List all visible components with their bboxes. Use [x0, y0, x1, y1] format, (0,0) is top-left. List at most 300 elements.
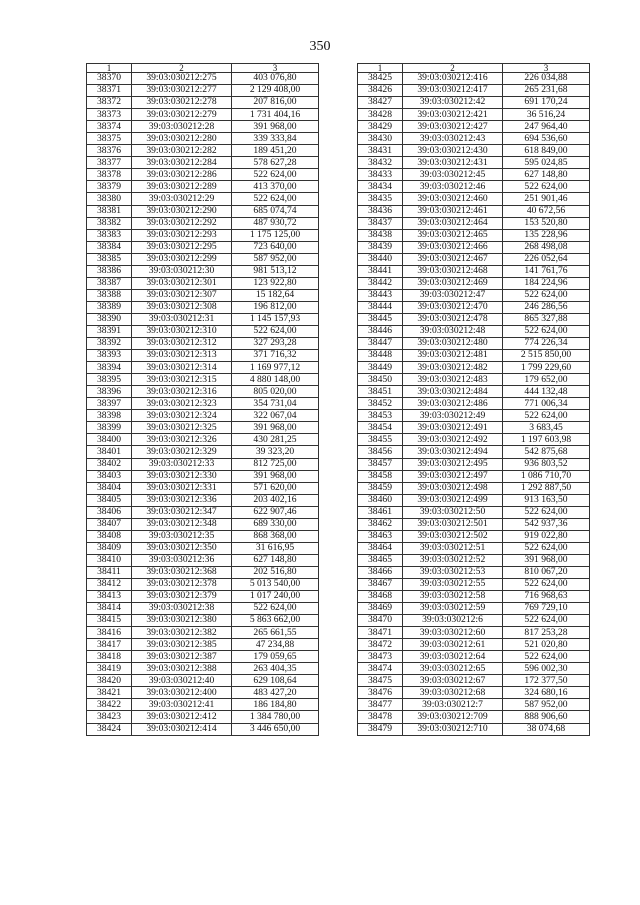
value-cell: 587 952,00 [503, 699, 590, 711]
table-row [87, 253, 319, 265]
cadastral-number-cell: 39:03:030212:412 [132, 711, 232, 723]
value-cell: 196 812,00 [232, 301, 319, 313]
row-number-cell: 38372 [87, 97, 132, 109]
header-row [358, 64, 590, 73]
value-cell: 36 516,24 [503, 109, 590, 121]
table-row [358, 482, 590, 494]
table-row [358, 578, 590, 590]
cadastral-number-cell: 39:03:030212:58 [403, 591, 503, 603]
value-cell: 391 968,00 [232, 422, 319, 434]
cadastral-number-cell: 39:03:030212:492 [403, 434, 503, 446]
table-row [358, 85, 590, 97]
cadastral-number-cell: 39:03:030212:64 [403, 651, 503, 663]
row-number-cell: 38385 [87, 253, 132, 265]
row-number-cell: 38382 [87, 217, 132, 229]
value-cell: 810 067,20 [503, 566, 590, 578]
table-row [87, 675, 319, 687]
value-cell: 522 624,00 [503, 325, 590, 337]
value-cell: 805 020,00 [232, 386, 319, 398]
cadastral-number-cell: 39:03:030212:47 [403, 289, 503, 301]
row-number-cell: 38383 [87, 229, 132, 241]
cadastral-number-cell: 39:03:030212:427 [403, 121, 503, 133]
table-row [87, 723, 319, 735]
value-cell: 769 729,10 [503, 603, 590, 615]
table-row [87, 434, 319, 446]
cadastral-number-cell: 39:03:030212:51 [403, 542, 503, 554]
cadastral-number-cell: 39:03:030212:350 [132, 542, 232, 554]
row-number-cell: 38462 [358, 518, 403, 530]
table-row [87, 398, 319, 410]
row-number-cell: 38381 [87, 205, 132, 217]
value-cell: 522 624,00 [503, 289, 590, 301]
value-cell: 1 169 977,12 [232, 362, 319, 374]
cadastral-number-cell: 39:03:030212:461 [403, 205, 503, 217]
row-number-cell: 38456 [358, 446, 403, 458]
table-row [358, 157, 590, 169]
cadastral-number-cell: 39:03:030212:279 [132, 109, 232, 121]
value-cell: 595 024,85 [503, 157, 590, 169]
cadastral-number-cell: 39:03:030212:421 [403, 109, 503, 121]
row-number-cell: 38373 [87, 109, 132, 121]
value-cell: 1 731 404,16 [232, 109, 319, 121]
row-number-cell: 38391 [87, 325, 132, 337]
value-cell: 522 624,00 [503, 615, 590, 627]
value-cell: 522 624,00 [232, 325, 319, 337]
row-number-cell: 38435 [358, 193, 403, 205]
row-number-cell: 38407 [87, 518, 132, 530]
value-cell: 247 964,40 [503, 121, 590, 133]
cadastral-number-cell: 39:03:030212:312 [132, 338, 232, 350]
value-cell: 179 652,00 [503, 374, 590, 386]
cadastral-number-cell: 39:03:030212:43 [403, 133, 503, 145]
cadastral-number-cell: 39:03:030212:308 [132, 301, 232, 313]
column-header: 3 [232, 64, 319, 73]
cadastral-number-cell: 39:03:030212:284 [132, 157, 232, 169]
right-table [357, 63, 590, 736]
value-cell: 327 293,28 [232, 338, 319, 350]
table-row [87, 169, 319, 181]
value-cell: 268 498,08 [503, 241, 590, 253]
cadastral-number-cell: 39:03:030212:378 [132, 578, 232, 590]
table-row [87, 277, 319, 289]
table-row [87, 422, 319, 434]
row-number-cell: 38445 [358, 313, 403, 325]
table-row [87, 229, 319, 241]
cadastral-number-cell: 39:03:030212:38 [132, 603, 232, 615]
table-row [358, 277, 590, 289]
value-cell: 622 907,46 [232, 506, 319, 518]
table-row [358, 121, 590, 133]
cadastral-number-cell: 39:03:030212:29 [132, 193, 232, 205]
value-cell: 430 281,25 [232, 434, 319, 446]
cadastral-number-cell: 39:03:030212:33 [132, 458, 232, 470]
row-number-cell: 38378 [87, 169, 132, 181]
row-number-cell: 38475 [358, 675, 403, 687]
cadastral-number-cell: 39:03:030212:336 [132, 494, 232, 506]
value-cell: 1 175 125,00 [232, 229, 319, 241]
row-number-cell: 38470 [358, 615, 403, 627]
table-row [358, 398, 590, 410]
row-number-cell: 38447 [358, 338, 403, 350]
table-row [87, 554, 319, 566]
row-number-cell: 38479 [358, 723, 403, 735]
table-row [358, 313, 590, 325]
row-number-cell: 38476 [358, 687, 403, 699]
cadastral-number-cell: 39:03:030212:709 [403, 711, 503, 723]
row-number-cell: 38433 [358, 169, 403, 181]
value-cell: 371 716,32 [232, 350, 319, 362]
cadastral-number-cell: 39:03:030212:499 [403, 494, 503, 506]
value-cell: 31 616,95 [232, 542, 319, 554]
table-row [87, 566, 319, 578]
row-number-cell: 38370 [87, 73, 132, 85]
row-number-cell: 38376 [87, 145, 132, 157]
row-number-cell: 38379 [87, 181, 132, 193]
row-number-cell: 38478 [358, 711, 403, 723]
value-cell: 2 129 408,00 [232, 85, 319, 97]
row-number-cell: 38406 [87, 506, 132, 518]
cadastral-number-cell: 39:03:030212:315 [132, 374, 232, 386]
value-cell: 571 620,00 [232, 482, 319, 494]
table-row [358, 325, 590, 337]
value-cell: 812 725,00 [232, 458, 319, 470]
cadastral-number-cell: 39:03:030212:465 [403, 229, 503, 241]
row-number-cell: 38459 [358, 482, 403, 494]
value-cell: 5 863 662,00 [232, 615, 319, 627]
row-number-cell: 38466 [358, 566, 403, 578]
cadastral-number-cell: 39:03:030212:313 [132, 350, 232, 362]
value-cell: 1 017 240,00 [232, 591, 319, 603]
table-row [87, 73, 319, 85]
table-row [87, 205, 319, 217]
table-row [358, 530, 590, 542]
row-number-cell: 38426 [358, 85, 403, 97]
row-number-cell: 38448 [358, 350, 403, 362]
value-cell: 391 968,00 [232, 121, 319, 133]
row-number-cell: 38472 [358, 639, 403, 651]
cadastral-number-cell: 39:03:030212:278 [132, 97, 232, 109]
value-cell: 723 640,00 [232, 241, 319, 253]
cadastral-number-cell: 39:03:030212:480 [403, 338, 503, 350]
row-number-cell: 38455 [358, 434, 403, 446]
column-header: 2 [132, 64, 232, 73]
value-cell: 135 228,96 [503, 229, 590, 241]
value-cell: 522 624,00 [503, 506, 590, 518]
value-cell: 487 930,72 [232, 217, 319, 229]
row-number-cell: 38384 [87, 241, 132, 253]
value-cell: 251 901,46 [503, 193, 590, 205]
table-row [87, 181, 319, 193]
table-row [358, 73, 590, 85]
value-cell: 522 624,00 [503, 542, 590, 554]
value-cell: 3 683,45 [503, 422, 590, 434]
table-row [87, 145, 319, 157]
row-number-cell: 38401 [87, 446, 132, 458]
row-number-cell: 38457 [358, 458, 403, 470]
row-number-cell: 38442 [358, 277, 403, 289]
value-cell: 522 624,00 [503, 181, 590, 193]
cadastral-number-cell: 39:03:030212:50 [403, 506, 503, 518]
table-row [87, 603, 319, 615]
table-row [358, 145, 590, 157]
value-cell: 618 849,00 [503, 145, 590, 157]
value-cell: 391 968,00 [503, 554, 590, 566]
table-row [87, 217, 319, 229]
cadastral-number-cell: 39:03:030212:468 [403, 265, 503, 277]
cadastral-number-cell: 39:03:030212:6 [403, 615, 503, 627]
row-number-cell: 38417 [87, 639, 132, 651]
row-number-cell: 38437 [358, 217, 403, 229]
cadastral-number-cell: 39:03:030212:60 [403, 627, 503, 639]
table-row [87, 386, 319, 398]
table-row [358, 241, 590, 253]
cadastral-number-cell: 39:03:030212:482 [403, 362, 503, 374]
table-row [87, 482, 319, 494]
value-cell: 3 446 650,00 [232, 723, 319, 735]
table-row [358, 603, 590, 615]
cadastral-number-cell: 39:03:030212:430 [403, 145, 503, 157]
cadastral-number-cell: 39:03:030212:290 [132, 205, 232, 217]
value-cell: 685 074,74 [232, 205, 319, 217]
row-number-cell: 38438 [358, 229, 403, 241]
cadastral-number-cell: 39:03:030212:484 [403, 386, 503, 398]
value-cell: 771 006,34 [503, 398, 590, 410]
row-number-cell: 38439 [358, 241, 403, 253]
row-number-cell: 38421 [87, 687, 132, 699]
table-row [87, 699, 319, 711]
cadastral-number-cell: 39:03:030212:292 [132, 217, 232, 229]
cadastral-number-cell: 39:03:030212:31 [132, 313, 232, 325]
table-row [87, 313, 319, 325]
cadastral-number-cell: 39:03:030212:470 [403, 301, 503, 313]
table-row [87, 265, 319, 277]
table-row [358, 253, 590, 265]
table-row [87, 615, 319, 627]
row-number-cell: 38420 [87, 675, 132, 687]
cadastral-number-cell: 39:03:030212:277 [132, 85, 232, 97]
table-row [87, 494, 319, 506]
table-row [358, 410, 590, 422]
value-cell: 339 333,84 [232, 133, 319, 145]
value-cell: 207 816,00 [232, 97, 319, 109]
table-row [87, 193, 319, 205]
table-row [358, 506, 590, 518]
value-cell: 444 132,48 [503, 386, 590, 398]
cadastral-number-cell: 39:03:030212:414 [132, 723, 232, 735]
row-number-cell: 38467 [358, 578, 403, 590]
value-cell: 153 520,80 [503, 217, 590, 229]
row-number-cell: 38374 [87, 121, 132, 133]
row-number-cell: 38473 [358, 651, 403, 663]
value-cell: 172 377,50 [503, 675, 590, 687]
row-number-cell: 38402 [87, 458, 132, 470]
table-row [358, 723, 590, 735]
row-number-cell: 38469 [358, 603, 403, 615]
value-cell: 354 731,04 [232, 398, 319, 410]
cadastral-number-cell: 39:03:030212:331 [132, 482, 232, 494]
row-number-cell: 38389 [87, 301, 132, 313]
row-number-cell: 38471 [358, 627, 403, 639]
cadastral-number-cell: 39:03:030212:382 [132, 627, 232, 639]
cadastral-number-cell: 39:03:030212:310 [132, 325, 232, 337]
value-cell: 4 880 148,00 [232, 374, 319, 386]
table-row [358, 554, 590, 566]
column-header: 2 [403, 64, 503, 73]
value-cell: 716 968,63 [503, 591, 590, 603]
row-number-cell: 38380 [87, 193, 132, 205]
value-cell: 587 952,00 [232, 253, 319, 265]
table-row [358, 181, 590, 193]
cadastral-number-cell: 39:03:030212:494 [403, 446, 503, 458]
table-row [87, 362, 319, 374]
cadastral-number-cell: 39:03:030212:497 [403, 470, 503, 482]
row-number-cell: 38386 [87, 265, 132, 277]
value-cell: 202 516,80 [232, 566, 319, 578]
cadastral-number-cell: 39:03:030212:326 [132, 434, 232, 446]
row-number-cell: 38461 [358, 506, 403, 518]
cadastral-number-cell: 39:03:030212:28 [132, 121, 232, 133]
row-number-cell: 38446 [358, 325, 403, 337]
table-row [358, 627, 590, 639]
value-cell: 522 624,00 [503, 578, 590, 590]
cadastral-number-cell: 39:03:030212:379 [132, 591, 232, 603]
table-row [87, 711, 319, 723]
cadastral-number-cell: 39:03:030212:61 [403, 639, 503, 651]
cadastral-number-cell: 39:03:030212:45 [403, 169, 503, 181]
row-number-cell: 38408 [87, 530, 132, 542]
value-cell: 5 013 540,00 [232, 578, 319, 590]
cadastral-number-cell: 39:03:030212:431 [403, 157, 503, 169]
cadastral-number-cell: 39:03:030212:59 [403, 603, 503, 615]
row-number-cell: 38450 [358, 374, 403, 386]
value-cell: 868 368,00 [232, 530, 319, 542]
row-number-cell: 38429 [358, 121, 403, 133]
table-row [358, 133, 590, 145]
value-cell: 919 022,80 [503, 530, 590, 542]
value-cell: 2 515 850,00 [503, 350, 590, 362]
row-number-cell: 38427 [358, 97, 403, 109]
value-cell: 522 624,00 [503, 410, 590, 422]
table-row [87, 578, 319, 590]
cadastral-number-cell: 39:03:030212:65 [403, 663, 503, 675]
value-cell: 324 680,16 [503, 687, 590, 699]
row-number-cell: 38414 [87, 603, 132, 615]
table-row [87, 542, 319, 554]
value-cell: 483 427,20 [232, 687, 319, 699]
row-number-cell: 38399 [87, 422, 132, 434]
cadastral-number-cell: 39:03:030212:385 [132, 639, 232, 651]
cadastral-number-cell: 39:03:030212:330 [132, 470, 232, 482]
value-cell: 1 384 780,00 [232, 711, 319, 723]
row-number-cell: 38468 [358, 591, 403, 603]
table-row [358, 651, 590, 663]
row-number-cell: 38477 [358, 699, 403, 711]
value-cell: 1 292 887,50 [503, 482, 590, 494]
value-cell: 184 224,96 [503, 277, 590, 289]
cadastral-number-cell: 39:03:030212:501 [403, 518, 503, 530]
cadastral-number-cell: 39:03:030212:289 [132, 181, 232, 193]
table-row [87, 687, 319, 699]
value-cell: 694 536,60 [503, 133, 590, 145]
value-cell: 627 148,80 [503, 169, 590, 181]
row-number-cell: 38409 [87, 542, 132, 554]
row-number-cell: 38388 [87, 289, 132, 301]
row-number-cell: 38430 [358, 133, 403, 145]
table-row [358, 446, 590, 458]
cadastral-number-cell: 39:03:030212:710 [403, 723, 503, 735]
table-row [87, 530, 319, 542]
cadastral-number-cell: 39:03:030212:40 [132, 675, 232, 687]
table-row [358, 205, 590, 217]
value-cell: 189 451,20 [232, 145, 319, 157]
header-row [87, 64, 319, 73]
table-row [87, 350, 319, 362]
page-number: 350 [309, 39, 331, 54]
value-cell: 123 922,80 [232, 277, 319, 289]
cadastral-number-cell: 39:03:030212:486 [403, 398, 503, 410]
table-row [358, 338, 590, 350]
table-row [358, 434, 590, 446]
table-row [358, 169, 590, 181]
value-cell: 542 875,68 [503, 446, 590, 458]
table-row [358, 193, 590, 205]
row-number-cell: 38375 [87, 133, 132, 145]
table-row [358, 699, 590, 711]
cadastral-number-cell: 39:03:030212:495 [403, 458, 503, 470]
table-row [87, 506, 319, 518]
cadastral-number-cell: 39:03:030212:299 [132, 253, 232, 265]
cadastral-number-cell: 39:03:030212:491 [403, 422, 503, 434]
row-number-cell: 38416 [87, 627, 132, 639]
row-number-cell: 38390 [87, 313, 132, 325]
cadastral-number-cell: 39:03:030212:467 [403, 253, 503, 265]
row-number-cell: 38419 [87, 663, 132, 675]
row-number-cell: 38449 [358, 362, 403, 374]
cadastral-number-cell: 39:03:030212:483 [403, 374, 503, 386]
table-row [358, 109, 590, 121]
table-row [358, 386, 590, 398]
value-cell: 40 672,56 [503, 205, 590, 217]
row-number-cell: 38377 [87, 157, 132, 169]
value-cell: 1 086 710,70 [503, 470, 590, 482]
row-number-cell: 38474 [358, 663, 403, 675]
cadastral-number-cell: 39:03:030212:35 [132, 530, 232, 542]
cadastral-number-cell: 39:03:030212:469 [403, 277, 503, 289]
column-header: 3 [503, 64, 590, 73]
cadastral-number-cell: 39:03:030212:388 [132, 663, 232, 675]
cadastral-number-cell: 39:03:030212:329 [132, 446, 232, 458]
cadastral-number-cell: 39:03:030212:347 [132, 506, 232, 518]
value-cell: 522 624,00 [503, 651, 590, 663]
row-number-cell: 38393 [87, 350, 132, 362]
table-row [87, 109, 319, 121]
value-cell: 1 197 603,98 [503, 434, 590, 446]
cadastral-number-cell: 39:03:030212:348 [132, 518, 232, 530]
table-row [358, 711, 590, 723]
cadastral-number-cell: 39:03:030212:316 [132, 386, 232, 398]
table-row [87, 85, 319, 97]
value-cell: 691 170,24 [503, 97, 590, 109]
cadastral-number-cell: 39:03:030212:49 [403, 410, 503, 422]
table-row [358, 362, 590, 374]
table-row [358, 518, 590, 530]
row-number-cell: 38405 [87, 494, 132, 506]
column-header: 1 [87, 64, 132, 73]
cadastral-number-cell: 39:03:030212:400 [132, 687, 232, 699]
row-number-cell: 38431 [358, 145, 403, 157]
table-row [358, 639, 590, 651]
cadastral-number-cell: 39:03:030212:323 [132, 398, 232, 410]
